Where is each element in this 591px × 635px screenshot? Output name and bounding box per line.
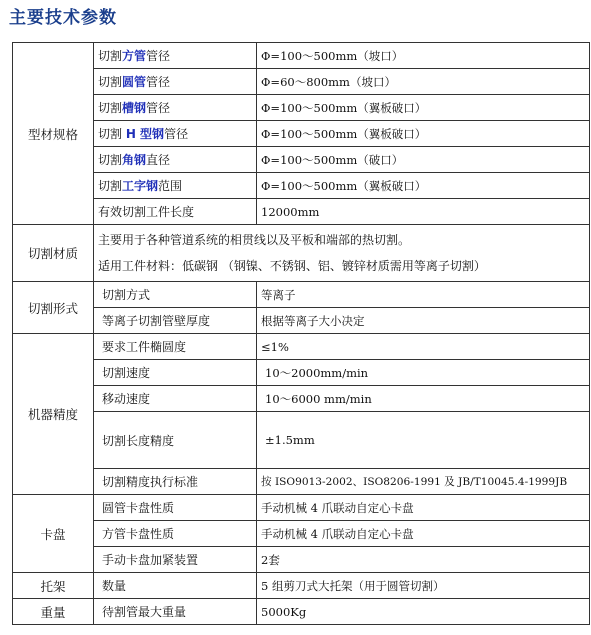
table-row: [13, 386, 590, 412]
table-row: [13, 147, 590, 173]
table-row: [13, 308, 590, 334]
row-label: 切割角钢直径: [94, 147, 257, 173]
category-chuck: 卡盘: [13, 495, 94, 573]
row-value: 5 组剪刀式大托架（用于圆管切割）: [257, 573, 590, 599]
table-row: [13, 521, 590, 547]
table-row: [13, 121, 590, 147]
row-label: 切割速度: [94, 360, 257, 386]
category-precision: 机器精度: [13, 334, 94, 495]
table-row: [13, 199, 590, 225]
row-label: 移动速度: [94, 386, 257, 412]
category-weight: 重量: [13, 599, 94, 625]
row-value: 手动机械 4 爪联动自定心卡盘: [257, 495, 590, 521]
table-row: [13, 495, 590, 521]
material-line-1: 主要用于各种管道系统的相贯线以及平板和端部的热切割。: [98, 233, 411, 247]
row-value: Φ=100～500mm（破口）: [257, 147, 590, 173]
table-row: [13, 43, 590, 69]
category-profile: 型材规格: [13, 43, 94, 225]
row-value: Φ=100～500mm（翼板破口）: [257, 173, 590, 199]
row-value: Φ=100～500mm（翼板破口）: [257, 95, 590, 121]
row-value: 等离子: [257, 282, 590, 308]
table-row: [13, 225, 590, 282]
row-value: 手动机械 4 爪联动自定心卡盘: [257, 521, 590, 547]
table-row: [13, 412, 590, 469]
table-row: [13, 599, 590, 625]
row-label: 圆管卡盘性质: [94, 495, 257, 521]
table-row: [13, 95, 590, 121]
row-label: 有效切割工件长度: [94, 199, 257, 225]
row-value: ≤1%: [257, 334, 590, 360]
table-row: [13, 547, 590, 573]
row-label: 切割长度精度: [94, 412, 257, 469]
table-row: [13, 360, 590, 386]
spec-table: [12, 42, 590, 625]
row-label: 切割槽钢管径: [94, 95, 257, 121]
row-value: 根据等离子大小决定: [257, 308, 590, 334]
row-value: Φ=100～500mm（坡口）: [257, 43, 590, 69]
row-label: 切割圆管管径: [94, 69, 257, 95]
table-row: [13, 282, 590, 308]
row-label: 切割工字钢范围: [94, 173, 257, 199]
row-value: 10～6000 mm/min: [257, 386, 590, 412]
row-value: 2套: [257, 547, 590, 573]
row-value: ±1.5mm: [257, 412, 590, 469]
row-label: 数量: [94, 573, 257, 599]
row-label: 切割精度执行标准: [94, 469, 257, 495]
row-value: Φ=100～500mm（翼板破口）: [257, 121, 590, 147]
table-row: [13, 573, 590, 599]
row-value: 5000Kg: [257, 599, 590, 625]
material-description: [94, 225, 590, 282]
table-row: [13, 173, 590, 199]
row-value: 按 ISO9013-2002、ISO8206-1991 及 JB/T10045.4-1999JB: [257, 469, 590, 495]
row-label: 切割 H 型钢管径: [94, 121, 257, 147]
row-label: 手动卡盘加紧装置: [94, 547, 257, 573]
table-row: [13, 334, 590, 360]
row-value: 12000mm: [257, 199, 590, 225]
category-material: 切割材质: [13, 225, 94, 282]
category-form: 切割形式: [13, 282, 94, 334]
row-label: 方管卡盘性质: [94, 521, 257, 547]
material-line-2: 适用工件材料：低碳钢 （钢镍、不锈钢、铝、镀锌材质需用等离子切割）: [98, 259, 486, 273]
row-value: 10～2000mm/min: [257, 360, 590, 386]
row-value: Φ=60～800mm（坡口）: [257, 69, 590, 95]
row-label: 切割方管管径: [94, 43, 257, 69]
category-bracket: 托架: [13, 573, 94, 599]
table-row: [13, 469, 590, 495]
row-label: 等离子切割管壁厚度: [94, 308, 257, 334]
row-label: 待割管最大重量: [94, 599, 257, 625]
table-row: [13, 69, 590, 95]
row-label: 要求工件椭圆度: [94, 334, 257, 360]
row-label: 切割方式: [94, 282, 257, 308]
page-title: 主要技术参数: [9, 8, 117, 28]
